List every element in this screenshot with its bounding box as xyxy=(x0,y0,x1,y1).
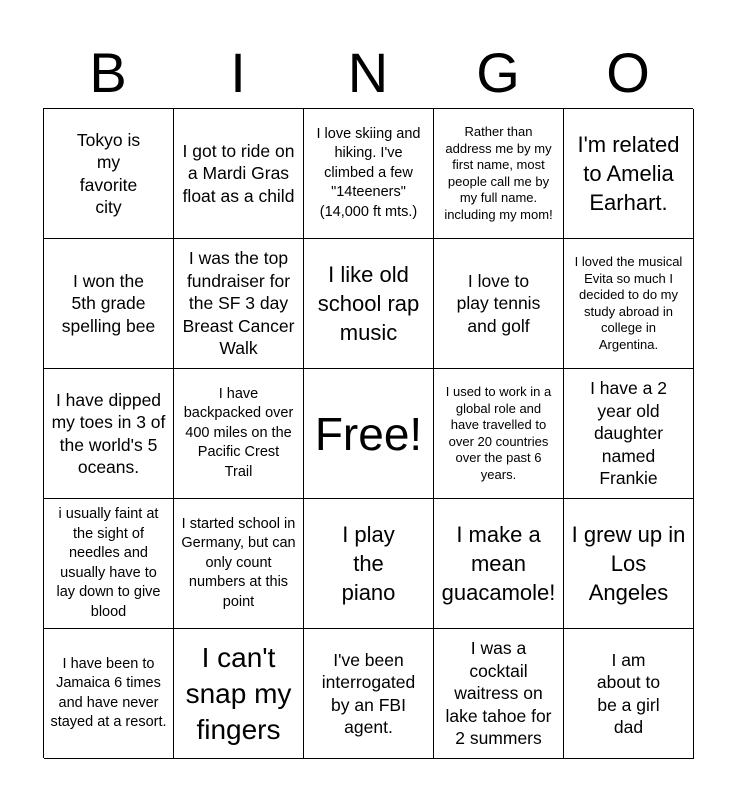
cell-text: I was the top fundraiser for the SF 3 day Breast Cancer Walk xyxy=(182,248,295,359)
bingo-cell-r1-c3[interactable] xyxy=(434,239,564,369)
bingo-cell-r1-c2[interactable] xyxy=(304,239,434,369)
cell-text: I have been to Jamaica 6 times and have never stayed at a resort. xyxy=(50,655,167,730)
bingo-cell-r3-c4[interactable] xyxy=(564,499,694,629)
header-letter-b: B xyxy=(89,41,127,104)
cell-text: I can't snap my fingers xyxy=(185,641,292,745)
bingo-cell-r0-c0[interactable] xyxy=(44,109,174,239)
bingo-header xyxy=(43,40,693,106)
bingo-cell-r3-c0[interactable] xyxy=(44,499,174,629)
cell-text: I am about to be a girl dad xyxy=(596,649,661,737)
cell-text: I'm related to Amelia Earhart. xyxy=(577,132,680,215)
bingo-cell-r1-c1[interactable] xyxy=(174,239,304,369)
bingo-cell-r4-c2[interactable] xyxy=(304,629,434,759)
cell-text: I've been interrogated by an FBI agent. xyxy=(321,649,416,737)
free-space-label: Free! xyxy=(314,407,423,460)
bingo-cell-r4-c4[interactable] xyxy=(564,629,694,759)
bingo-cell-r0-c1[interactable] xyxy=(174,109,304,239)
header-letter-i: I xyxy=(230,41,246,104)
cell-text: i usually faint at the sight of needles and usually have to lay down to give blood xyxy=(56,506,161,620)
bingo-cell-r1-c0[interactable] xyxy=(44,239,174,369)
bingo-cell-r1-c4[interactable] xyxy=(564,239,694,369)
bingo-cell-r3-c3[interactable] xyxy=(434,499,564,629)
bingo-cell-r3-c2[interactable] xyxy=(304,499,434,629)
bingo-cell-r0-c2[interactable] xyxy=(304,109,434,239)
cell-text: Tokyo is my favorite city xyxy=(76,129,141,217)
bingo-cell-r2-c4[interactable] xyxy=(564,369,694,499)
bingo-cell-r4-c3[interactable] xyxy=(434,629,564,759)
cell-text: I play the piano xyxy=(341,522,396,605)
header-letter-o: O xyxy=(606,41,650,104)
cell-text: Rather than address me by my first name, most people call me by my full name. including my mom! xyxy=(444,124,553,222)
bingo-cell-r4-c1[interactable] xyxy=(174,629,304,759)
cell-text: I grew up in Los Angeles xyxy=(571,522,686,605)
cell-text: I love skiing and hiking. I've climbed a few "14teeners" (14,000 ft mts.) xyxy=(316,125,421,220)
header-letter-n: N xyxy=(347,41,389,104)
cell-text: I have backpacked over 400 miles on the Pacific Crest Trail xyxy=(183,385,294,480)
cell-text: I make a mean guacamole! xyxy=(441,522,556,605)
header-letter-g: G xyxy=(476,41,520,104)
cell-text: I have a 2 year old daughter named Frankie xyxy=(590,378,667,489)
bingo-board xyxy=(43,108,693,758)
bingo-cell-r4-c0[interactable] xyxy=(44,629,174,759)
cell-text: I started school in Germany, but can only count numbers at this point xyxy=(181,515,296,610)
cell-text: I was a cocktail waitress on lake tahoe for 2 summers xyxy=(445,638,552,749)
bingo-cell-r2-c3[interactable] xyxy=(434,369,564,499)
cell-text: I used to work in a global role and have travelled to over 20 countries over the past 6 years. xyxy=(445,384,552,482)
cell-text: I have dipped my toes in 3 of the world's 5 oceans. xyxy=(51,389,166,477)
bingo-cell-r3-c1[interactable] xyxy=(174,499,304,629)
bingo-cell-r2-c0[interactable] xyxy=(44,369,174,499)
cell-text: I like old school rap music xyxy=(317,262,420,345)
cell-text: I got to ride on a Mardi Gras float as a child xyxy=(182,140,295,206)
cell-text: I won the 5th grade spelling bee xyxy=(61,270,156,336)
bingo-cell-r2-c2-free[interactable] xyxy=(304,369,434,499)
cell-text: I love to play tennis and golf xyxy=(456,270,541,336)
bingo-cell-r0-c3[interactable] xyxy=(434,109,564,239)
bingo-cell-r2-c1[interactable] xyxy=(174,369,304,499)
bingo-cell-r0-c4[interactable] xyxy=(564,109,694,239)
cell-text: I loved the musical Evita so much I decided to do my study abroad in college in Argentina. xyxy=(574,254,683,352)
